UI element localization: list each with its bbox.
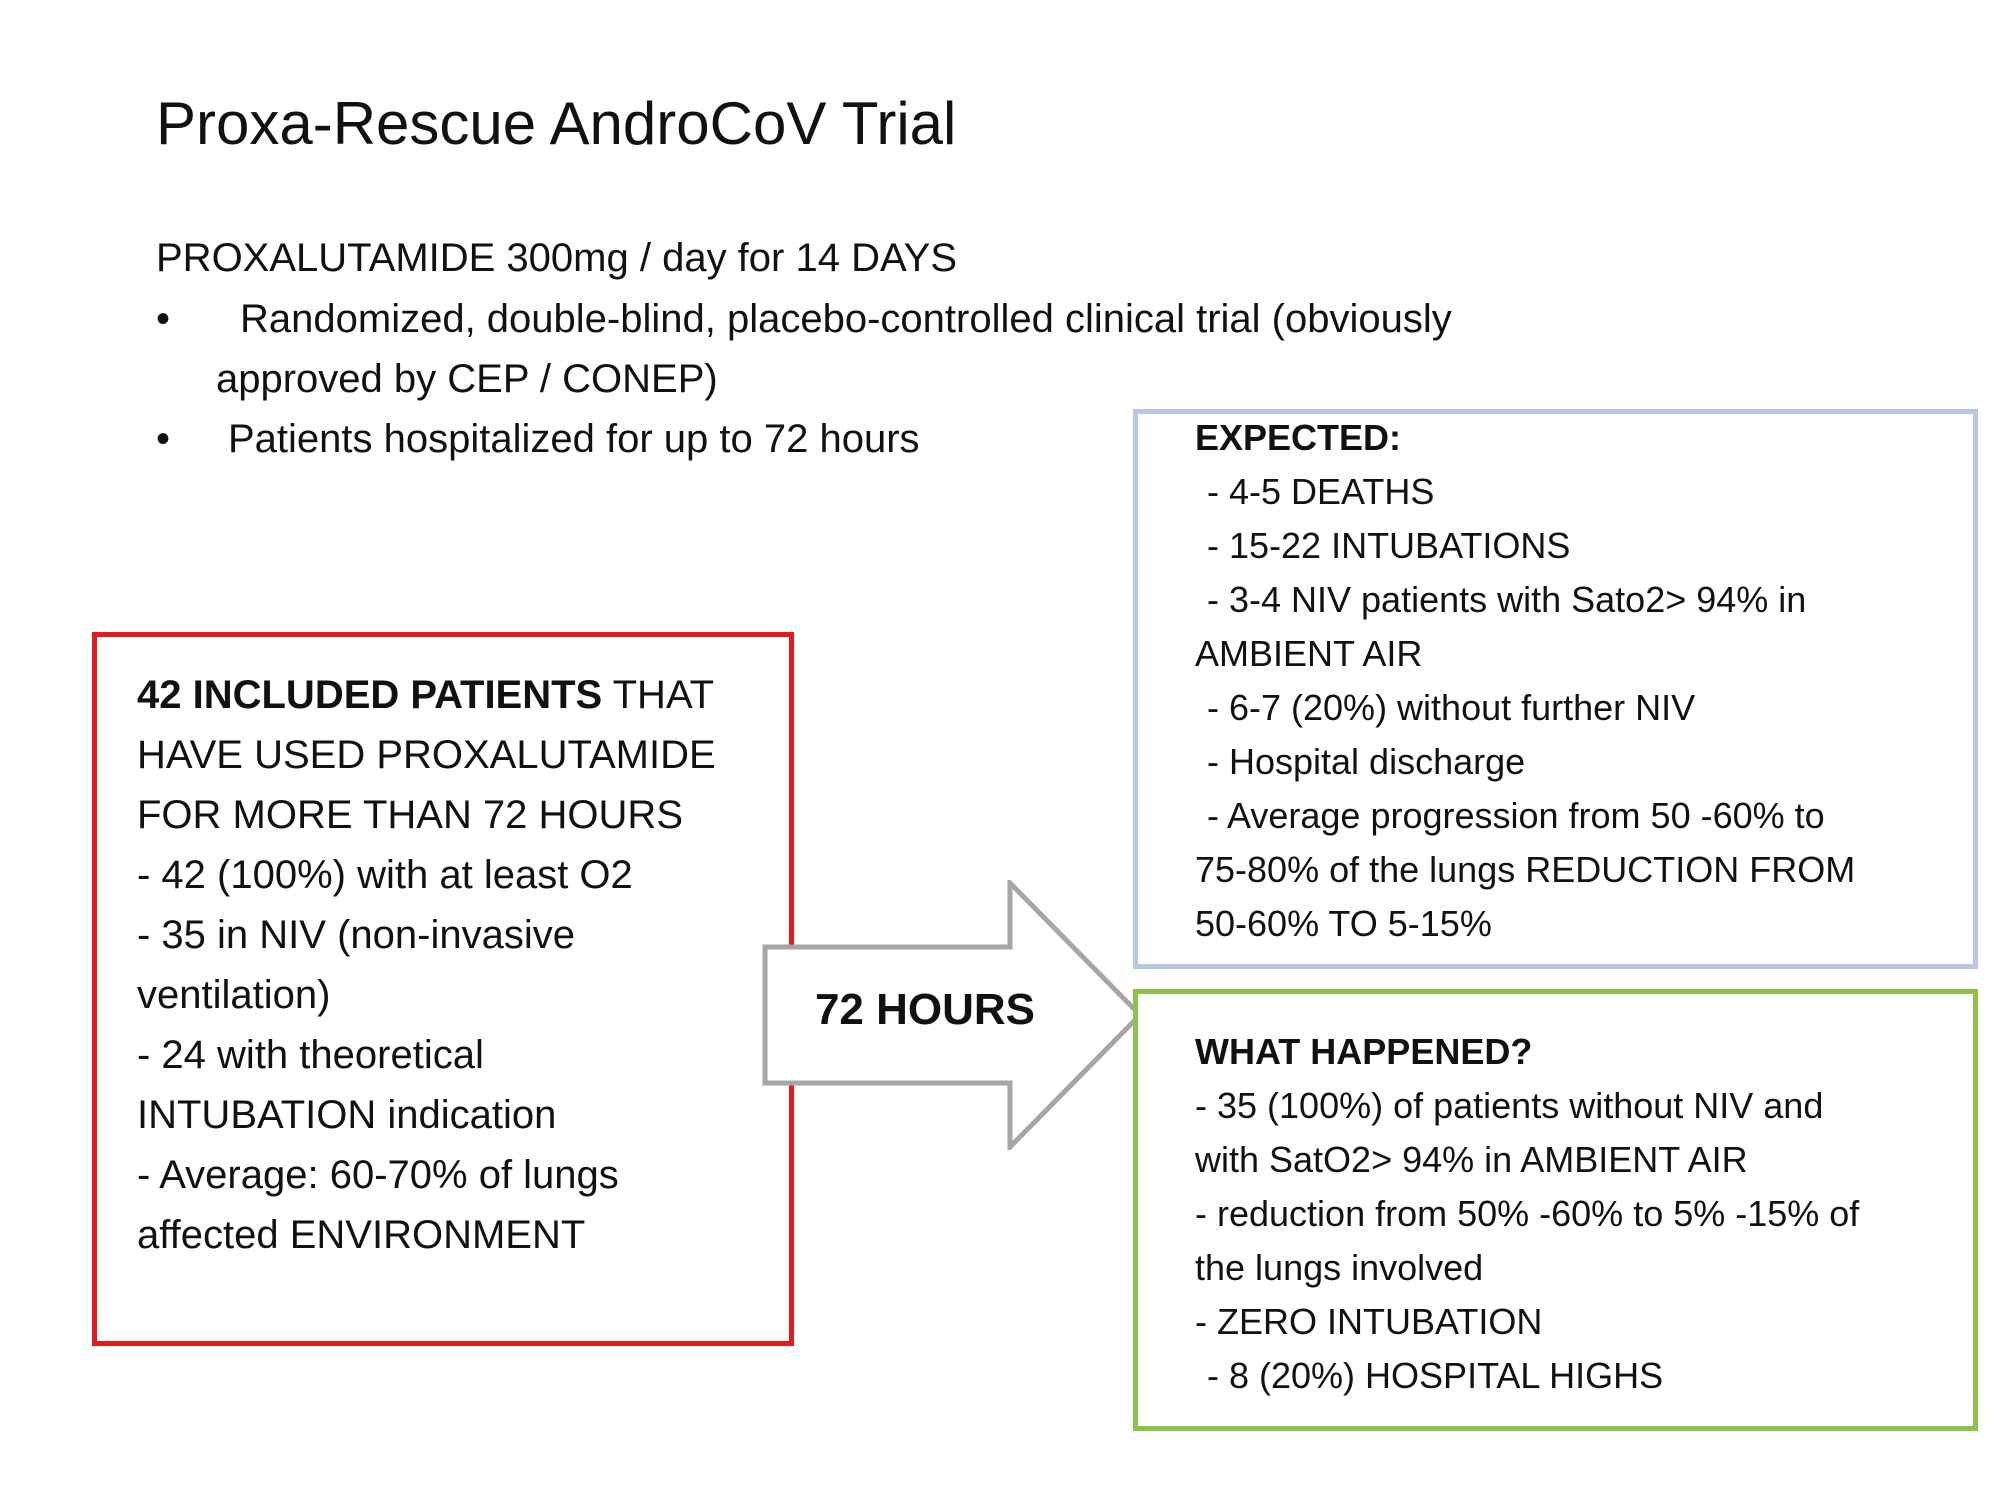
expected-line: - 4-5 DEATHS [1207,471,1435,512]
expected-line: 75-80% of the lungs REDUCTION FROM [1195,849,1856,890]
expected-line: AMBIENT AIR [1195,633,1423,674]
bullet-icon: • [156,417,171,461]
included-line: - Average: 60-70% of lungs [137,1153,619,1197]
bullet-icon: • [156,297,171,341]
included-line: - 24 with theoretical [137,1033,484,1077]
bullet-1-line-2: approved by CEP / CONEP) [216,357,718,401]
happened-line: - ZERO INTUBATION [1195,1301,1543,1342]
what-happened-content [1195,1025,1859,1403]
expected-heading: EXPECTED: [1195,417,1402,458]
included-line: ventilation) [137,973,331,1017]
expected-line: - Hospital discharge [1207,741,1526,782]
what-happened-heading: WHAT HAPPENED? [1195,1031,1533,1072]
expected-line: 50-60% TO 5-15% [1195,903,1492,944]
happened-line: - reduction from 50% -60% to 5% -15% of [1195,1193,1860,1234]
expected-line: - Average progression from 50 -60% to [1207,795,1825,836]
happened-line: - 8 (20%) HOSPITAL HIGHS [1207,1355,1664,1396]
expected-line: - 15-22 INTUBATIONS [1207,525,1571,566]
included-line: - 35 in NIV (non-invasive [137,913,575,957]
bullet-2: Patients hospitalized for up to 72 hours [228,417,920,461]
expected-content [1195,411,1855,951]
expected-line: - 6-7 (20%) without further NIV [1207,687,1696,728]
included-bold-lead: 42 INCLUDED PATIENTS [137,673,603,717]
included-lead-rest: THAT [602,673,715,717]
dosage-heading: PROXALUTAMIDE 300mg / day for 14 DAYS [156,236,958,280]
happened-line: with SatO2> 94% in AMBIENT AIR [1195,1139,1748,1180]
happened-line: - 35 (100%) of patients without NIV and [1195,1085,1824,1126]
happened-line: the lungs involved [1195,1247,1484,1288]
bullet-1-line-1: Randomized, double-blind, placebo-controlled clinical trial (obviously [240,297,1452,341]
included-line: INTUBATION indication [137,1093,557,1137]
slide-title: Proxa-Rescue AndroCoV Trial [156,90,957,157]
included-line: HAVE USED PROXALUTAMIDE [137,733,716,777]
included-patients-content [137,665,716,1265]
expected-line: - 3-4 NIV patients with Sato2> 94% in [1207,579,1807,620]
arrow-label: 72 HOURS [814,985,1036,1034]
included-line: FOR MORE THAN 72 HOURS [137,793,683,837]
included-line: - 42 (100%) with at least O2 [137,853,633,897]
included-line: affected ENVIRONMENT [137,1213,586,1257]
